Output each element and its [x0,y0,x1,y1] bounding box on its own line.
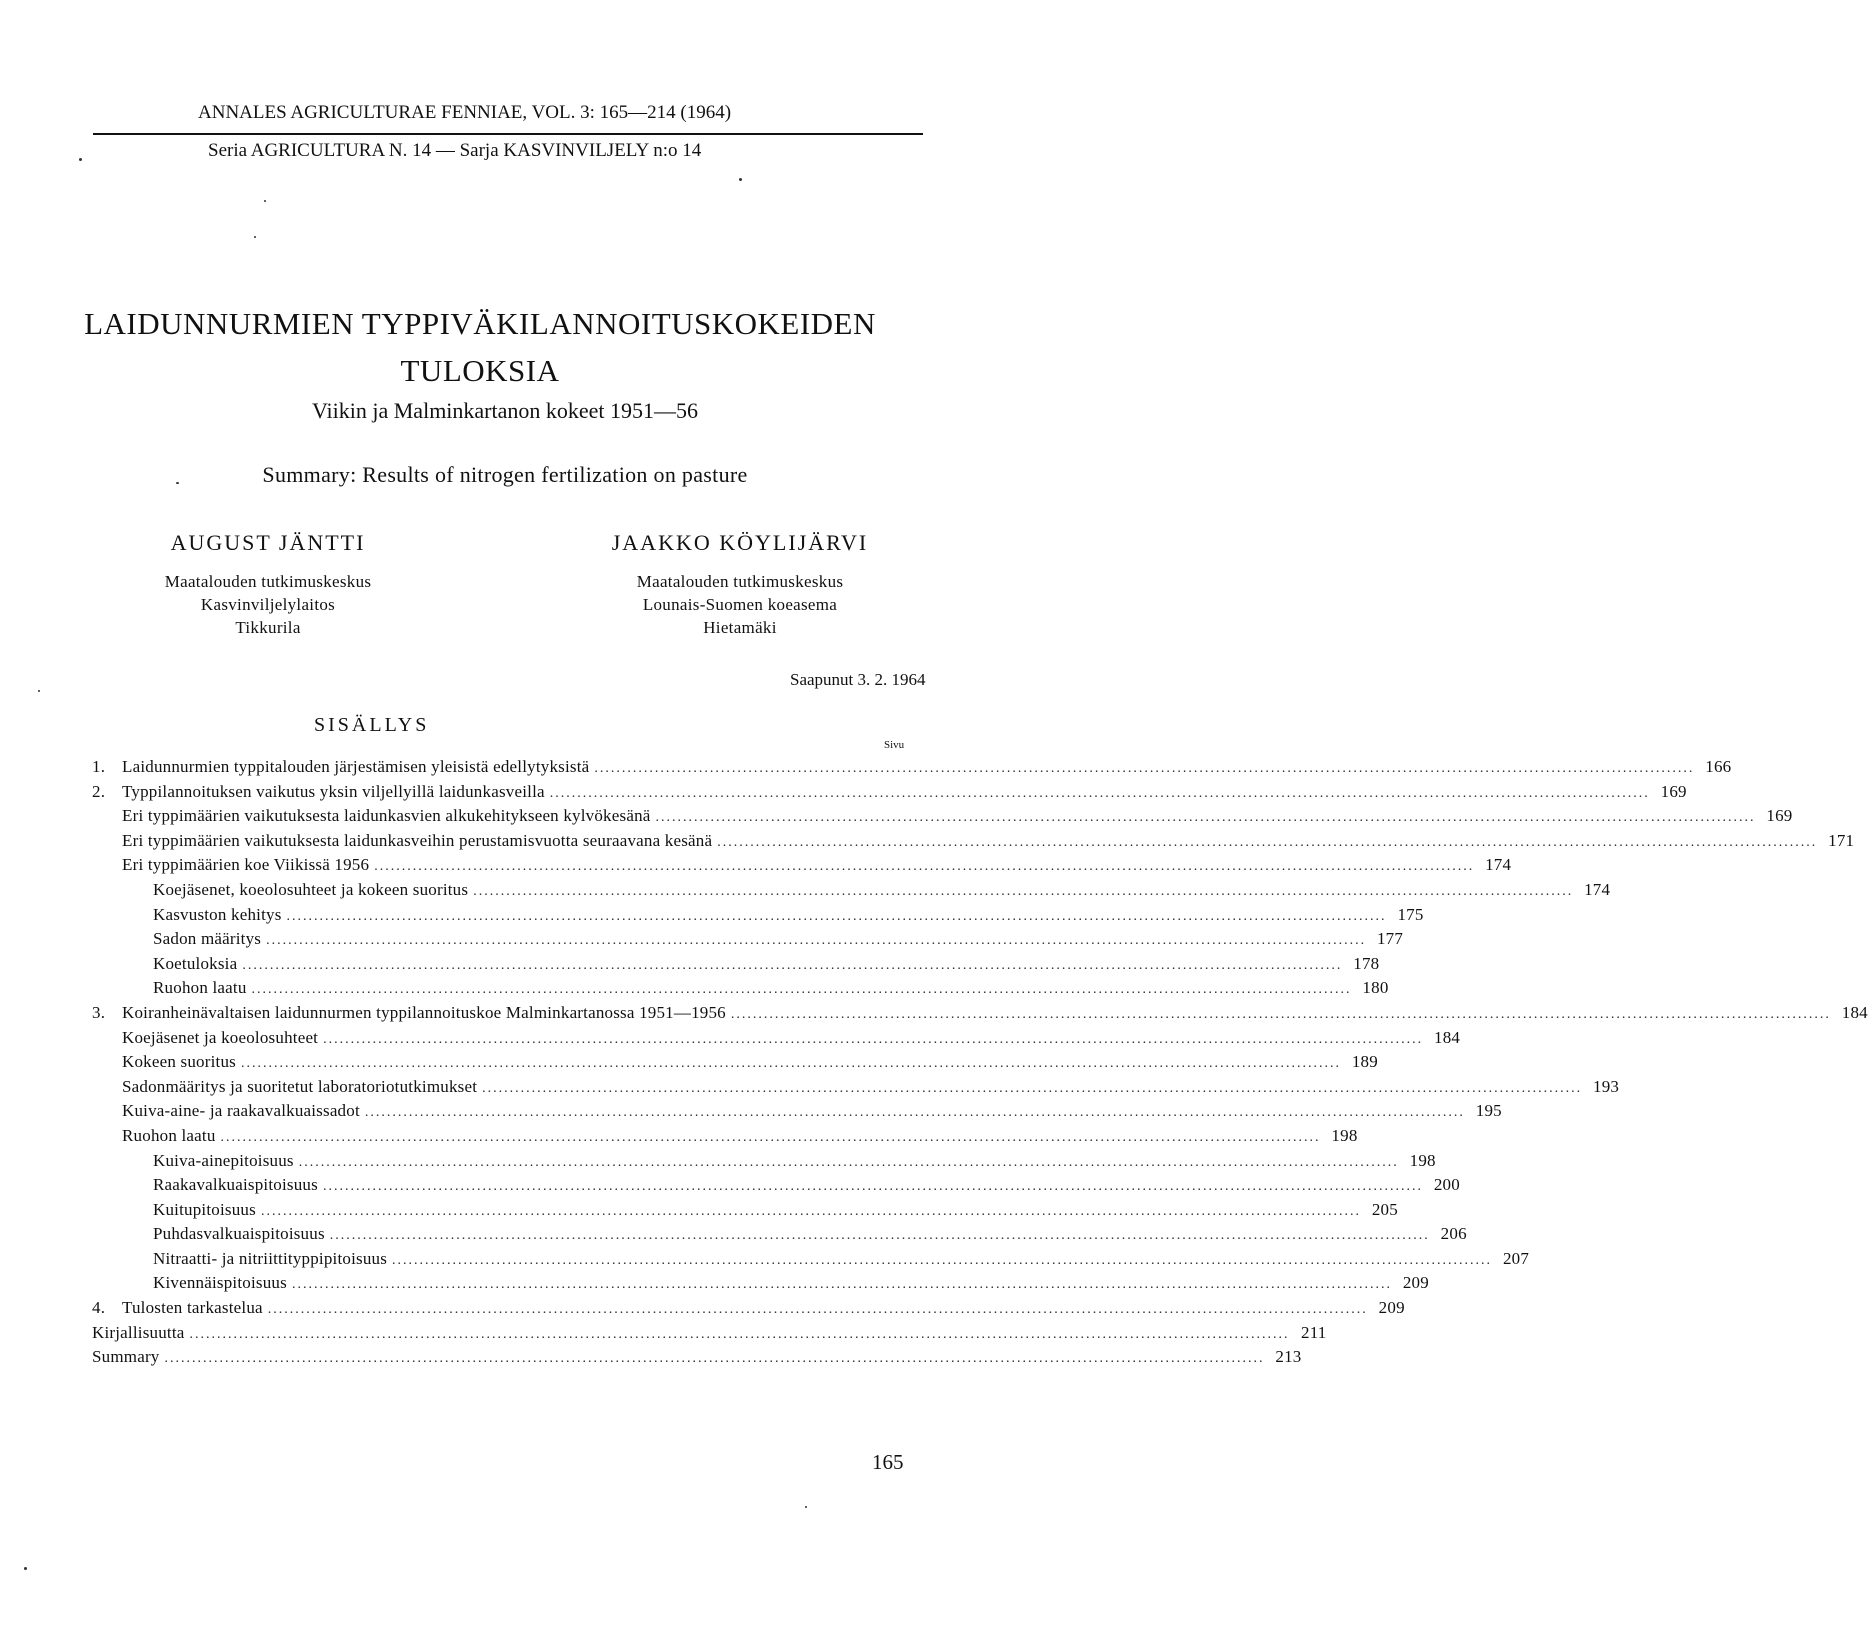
toc-entry-page: 184 [1434,1027,1461,1047]
author-affiliation: Lounais-Suomen koeasema [642,595,838,614]
toc-entry-title: Koiranheinävaltaisen laidunnurmen typpilannoituskoe Malminkartanossa 1951—1956 [122,1002,726,1022]
page-column-label: Sivu [884,739,905,751]
toc-entry [92,879,1611,905]
toc-leader-dots: ........................................................................................................................................................................................................ [482,1080,1583,1096]
paper-subtitle: Viikin ja Malminkartanon kokeet 1951—56 [311,398,699,423]
toc-leader-dots: ........................................................................................................................................................................................................ [286,908,1387,924]
scan-speck [24,1567,27,1570]
toc-entry [92,1248,1530,1274]
author-name: JAAKKO KÖYLIJÄRVI [611,530,869,555]
toc-entry-title: Koejäsenet ja koeolosuhteet [122,1027,319,1047]
toc-entry [92,904,1424,930]
toc-entry-page: 198 [1409,1150,1436,1170]
toc-leader-dots: ........................................................................................................................................................................................................ [189,1326,1290,1342]
contents-title: SISÄLLYS [314,714,430,736]
toc-leader-dots: ........................................................................................................................................................................................................ [655,810,1756,826]
toc-entry [92,929,1404,954]
author-affiliation: Kasvinviljelylaitos [200,595,336,614]
toc-entry-page: 166 [1705,757,1732,776]
author-affiliation: Tikkurila [235,618,301,637]
received-date: Saapunut 3. 2. 1964 [790,670,926,689]
toc-entry-number: 1. [92,757,106,776]
toc-leader-dots: ........................................................................................................................................................................................................ [730,1006,1831,1022]
toc-leader-dots: ........................................................................................................................................................................................................ [473,883,1574,899]
toc-entry-page: 175 [1397,904,1424,924]
toc-entry-title: Kuiva-aine- ja raakavalkuaissadot [122,1101,360,1121]
paper-title-line2: TULOKSIA [400,353,560,388]
scan-speck [805,1506,807,1508]
toc-entry [92,978,1389,1003]
author-affiliation: Maatalouden tutkimuskeskus [164,572,372,591]
author-affiliation: Maatalouden tutkimuskeskus [636,572,844,591]
toc-leader-dots: ........................................................................................................................................................................................................ [323,1031,1424,1047]
toc-entry-page: 193 [1593,1076,1620,1096]
toc-entry-title: Summary [92,1347,160,1367]
toc-leader-dots: ........................................................................................................................................................................................................ [392,1252,1493,1268]
toc-entry-page: 169 [1660,781,1687,801]
toc-entry [92,1002,1868,1028]
toc-entry-page: 198 [1331,1125,1358,1145]
toc-entry [92,830,1855,856]
scan-speck [176,482,179,484]
toc-entry [92,806,1793,831]
english-summary-title: Summary: Results of nitrogen fertilization on pasture [262,462,748,487]
toc-entry-title: Koejäsenet, koeolosuhteet ja kokeen suoritus [153,879,469,899]
table-of-contents [92,757,1868,1372]
scan-speck [38,690,40,692]
toc-entry-title: Tulosten tarkastelua [122,1298,263,1318]
toc-leader-dots: ........................................................................................................................................................................................................ [267,1302,1368,1318]
toc-entry [92,1101,1502,1126]
toc-entry-page: 211 [1301,1322,1327,1342]
toc-entry-title: Kivennäispitoisuus [153,1273,287,1293]
toc-entry-title: Kuitupitoisuus [153,1199,256,1219]
toc-leader-dots: ........................................................................................................................................................................................................ [220,1129,1321,1145]
toc-entry [92,1298,1405,1323]
toc-entry [92,1199,1398,1225]
toc-entry-number: 2. [92,781,106,801]
toc-entry-page: 189 [1351,1052,1378,1072]
toc-entry-page: 205 [1371,1199,1398,1219]
toc-entry-title: Eri typpimäärien vaikutuksesta laidunkasveihin perustamisvuotta seuraavana kesänä [122,830,713,850]
toc-leader-dots: ........................................................................................................................................................................................................ [242,957,1343,973]
header-rule [93,133,923,135]
toc-leader-dots: ........................................................................................................................................................................................................ [240,1056,1341,1072]
journal-header: ANNALES AGRICULTURAE FENNIAE, VOL. 3: 165—214 (1964) [198,102,732,123]
paper-title-line1: LAIDUNNURMIEN TYPPIVÄKILANNOITUSKOKEIDEN [84,306,876,341]
toc-entry-title: Ruohon laatu [153,978,247,998]
toc-entry-page: 209 [1402,1273,1429,1293]
scan-speck [264,200,266,202]
toc-entry-title: Ruohon laatu [122,1125,216,1145]
toc-entry [92,1150,1436,1176]
scan-speck [739,178,742,181]
scan-speck [254,236,256,238]
toc-leader-dots: ........................................................................................................................................................................................................ [298,1154,1399,1170]
toc-entry-title: Kasvuston kehitys [153,904,282,924]
toc-entry-page: 180 [1362,978,1389,998]
toc-entry [92,953,1380,979]
toc-entry-page: 178 [1353,953,1380,973]
toc-leader-dots: ........................................................................................................................................................................................................ [291,1277,1392,1293]
toc-entry-page: 169 [1766,806,1793,826]
toc-leader-dots: ........................................................................................................................................................................................................ [594,761,1695,776]
toc-leader-dots: ........................................................................................................................................................................................................ [164,1351,1265,1367]
toc-entry-title: Kirjallisuutta [92,1322,185,1342]
toc-entry-title: Typpilannoituksen vaikutus yksin viljellyillä laidunkasveilla [122,781,545,801]
toc-leader-dots: ........................................................................................................................................................................................................ [329,1228,1430,1244]
toc-entry-page: 174 [1485,855,1512,875]
toc-entry [92,781,1687,807]
toc-leader-dots: ........................................................................................................................................................................................................ [364,1105,1465,1121]
toc-entry-page: 184 [1841,1002,1868,1022]
toc-leader-dots: ........................................................................................................................................................................................................ [260,1203,1361,1219]
toc-leader-dots: ........................................................................................................................................................................................................ [374,859,1475,875]
toc-entry-title: Laidunnurmien typpitalouden järjestämisen yleisistä edellytyksistä [122,757,590,776]
series-header: Seria AGRICULTURA N. 14 — Sarja KASVINVILJELY n:o 14 [208,140,702,161]
toc-entry [92,757,1732,782]
toc-entry [92,1125,1358,1151]
toc-entry-page: 195 [1475,1101,1502,1121]
toc-entry-number: 4. [92,1298,106,1318]
toc-entry-title: Kokeen suoritus [122,1052,236,1072]
toc-entry-page: 209 [1378,1298,1405,1318]
toc-entry-title: Eri typpimäärien koe Viikissä 1956 [122,855,370,875]
author-block-2 [560,530,920,639]
toc-entry-page: 207 [1502,1248,1530,1268]
toc-entry [92,1052,1378,1077]
toc-entry-page: 213 [1275,1347,1302,1367]
toc-entry [92,1273,1429,1298]
toc-entry-title: Sadonmääritys ja suoritetut laboratoriotutkimukset [122,1076,478,1096]
toc-entry-page: 171 [1828,830,1855,850]
author-affiliation: Hietamäki [703,618,777,637]
toc-entry-page: 200 [1433,1175,1460,1195]
toc-entry-number: 3. [92,1002,106,1022]
toc-entry-page: 174 [1584,879,1611,899]
toc-entry-title: Koetuloksia [153,953,238,973]
toc-leader-dots: ........................................................................................................................................................................................................ [549,785,1650,801]
toc-entry [92,1347,1302,1372]
toc-leader-dots: ........................................................................................................................................................................................................ [717,834,1818,850]
toc-entry-title: Eri typpimäärien vaikutuksesta laidunkasvien alkukehitykseen kylvökesänä [122,806,651,826]
toc-entry [92,1175,1460,1200]
toc-leader-dots: ........................................................................................................................................................................................................ [322,1179,1423,1195]
toc-entry-title: Sadon määritys [153,929,262,949]
toc-entry-title: Kuiva-ainepitoisuus [153,1150,294,1170]
toc-entry [92,855,1512,880]
toc-entry-page: 206 [1440,1224,1467,1244]
toc-entry-title: Puhdasvalkuaispitoisuus [153,1224,325,1244]
toc-entry [92,1322,1327,1348]
toc-leader-dots: ........................................................................................................................................................................................................ [251,982,1352,998]
page-number: 165 [872,1450,904,1474]
toc-entry [92,1224,1467,1249]
toc-entry-page: 177 [1376,929,1404,949]
author-block-1 [88,530,448,639]
toc-entry-title: Nitraatti- ja nitriittityppipitoisuus [153,1248,388,1268]
scan-speck [79,158,82,161]
author-name: AUGUST JÄNTTI [170,530,366,555]
toc-entry-title: Raakavalkuaispitoisuus [153,1175,318,1195]
toc-entry [92,1027,1461,1053]
toc-entry [92,1076,1620,1102]
toc-leader-dots: ........................................................................................................................................................................................................ [266,933,1367,949]
